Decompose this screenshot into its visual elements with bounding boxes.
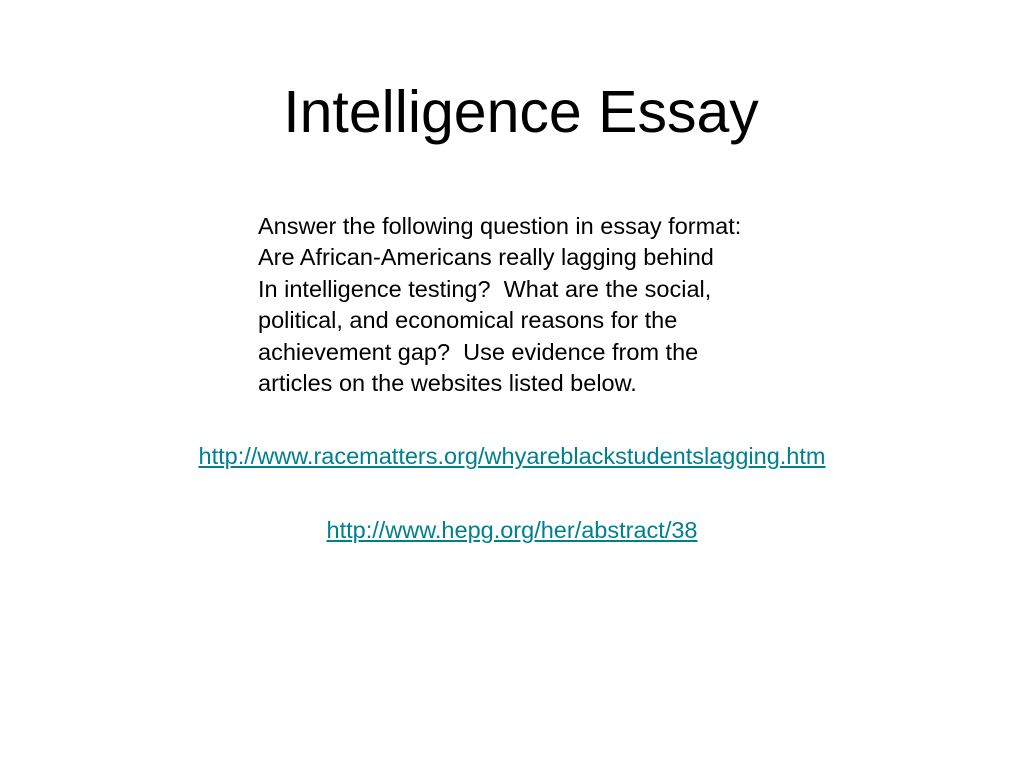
link-hepg-container [0,515,1024,545]
prompt-line: Answer the following question in essay format: [258,213,742,239]
link-racematters[interactable]: http://www.racematters.org/whyareblackstudentslagging.htm [198,443,826,469]
prompt-line: achievement gap? Use evidence from the [258,338,699,365]
link-hepg[interactable]: http://www.hepg.org/her/abstract/38 [326,517,698,543]
prompt-line: Are African-Americans really lagging behind [258,244,714,271]
prompt-line: political, and economical reasons for the [258,307,678,334]
slide-title: Intelligence Essay [283,79,759,145]
essay-prompt [258,211,818,399]
prompt-line: articles on the websites listed below. [258,370,637,397]
link-racematters-container [0,441,1024,471]
prompt-line: In intelligence testing? What are the social, [258,275,712,302]
